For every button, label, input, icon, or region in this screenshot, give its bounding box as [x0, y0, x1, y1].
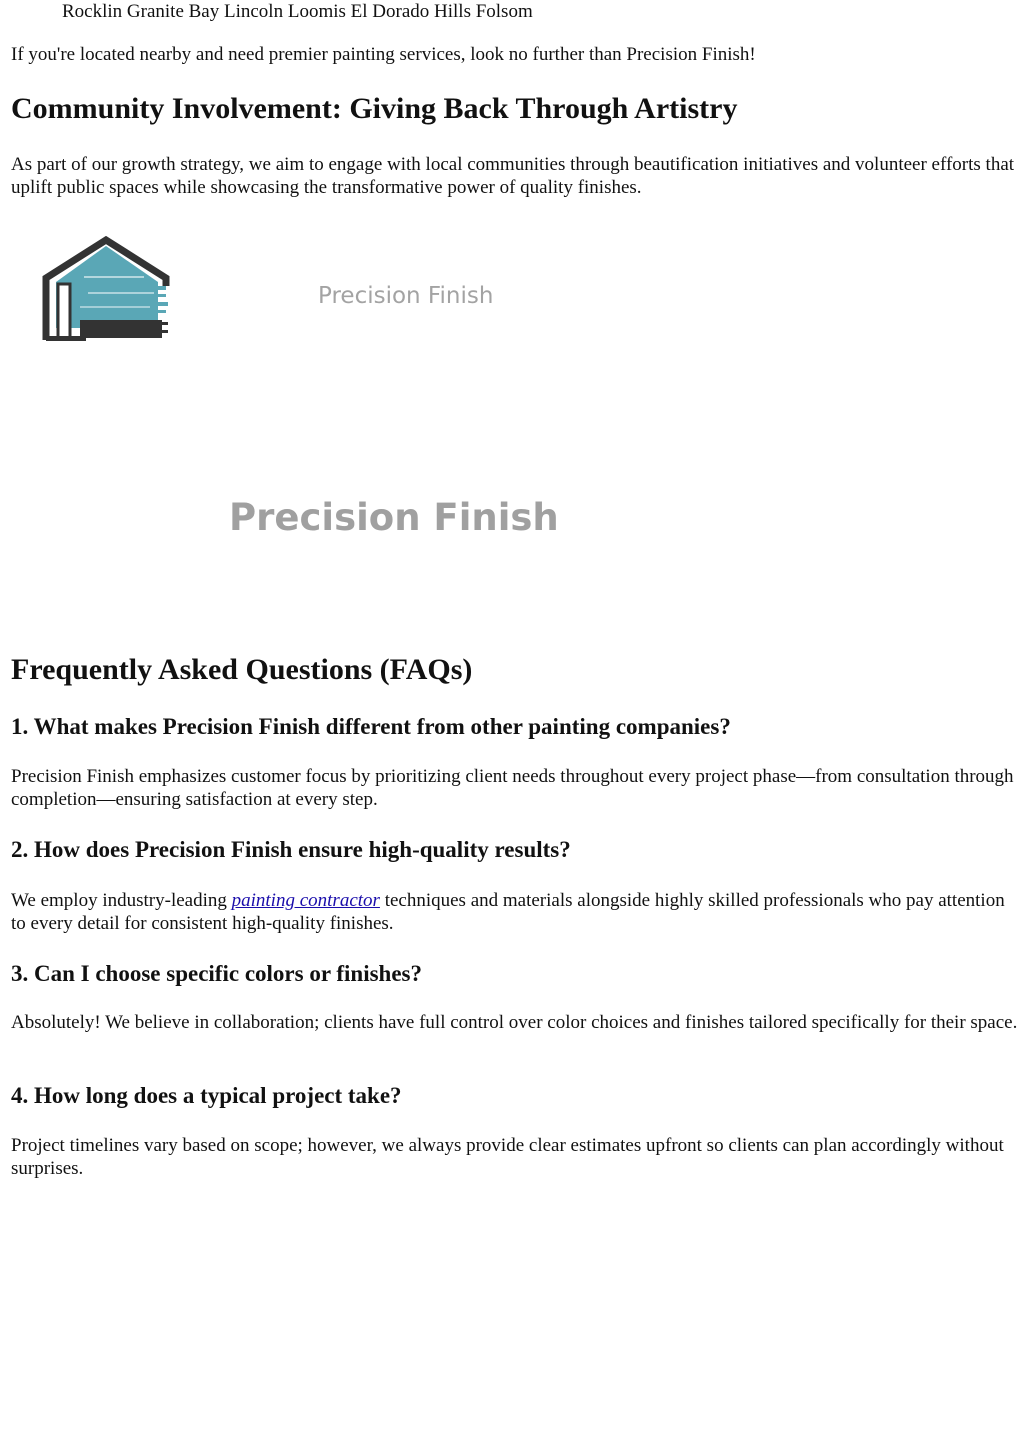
faq-heading: Frequently Asked Questions (FAQs) [11, 653, 473, 686]
faq-question-3: 3. Can I choose specific colors or finishes? [11, 961, 423, 986]
house-paint-icon [40, 236, 172, 346]
faq-answer-2-start: We employ industry-leading [11, 890, 232, 911]
faq-question-2: 2. How does Precision Finish ensure high-quality results? [11, 837, 571, 862]
service-areas: Rocklin Granite Bay Lincoln Loomis El Dorado Hills Folsom [62, 1, 533, 22]
community-paragraph: As part of our growth strategy, we aim to engage with local communities through beautification initiatives and volunteer efforts that uplift public spaces while showcasing the transformative power of quality finishes. [11, 154, 1015, 198]
community-heading: Community Involvement: Giving Back Through Artistry [11, 92, 738, 125]
brand-name-large: Precision Finish [229, 496, 559, 539]
intro-paragraph: If you're located nearby and need premier painting services, look no further than Precision Finish! [11, 44, 756, 65]
painting-contractor-link[interactable]: painting contractor [231, 890, 380, 911]
faq-answer-2 [11, 889, 1019, 935]
faq-answer-1: Precision Finish emphasizes customer focus by prioritizing client needs throughout every project phase—from consultation through completion—ensuring satisfaction at every step. [11, 766, 1014, 810]
faq-answer-4: Project timelines vary based on scope; however, we always provide clear estimates upfront so clients can plan accordingly without surprises. [11, 1135, 1004, 1179]
faq-answer-3: Absolutely! We believe in collaboration; clients have full control over color choices and finishes tailored specifically for their space. [11, 1012, 1018, 1033]
faq-answer-2-end: techniques and materials alongside highly skilled professionals who pay attention to every detail for consistent high-quality finishes. [11, 890, 1005, 934]
brand-name-small: Precision Finish [318, 283, 494, 309]
faq-question-1: 1. What makes Precision Finish different from other painting companies? [11, 714, 731, 739]
faq-question-4: 4. How long does a typical project take? [11, 1083, 402, 1108]
